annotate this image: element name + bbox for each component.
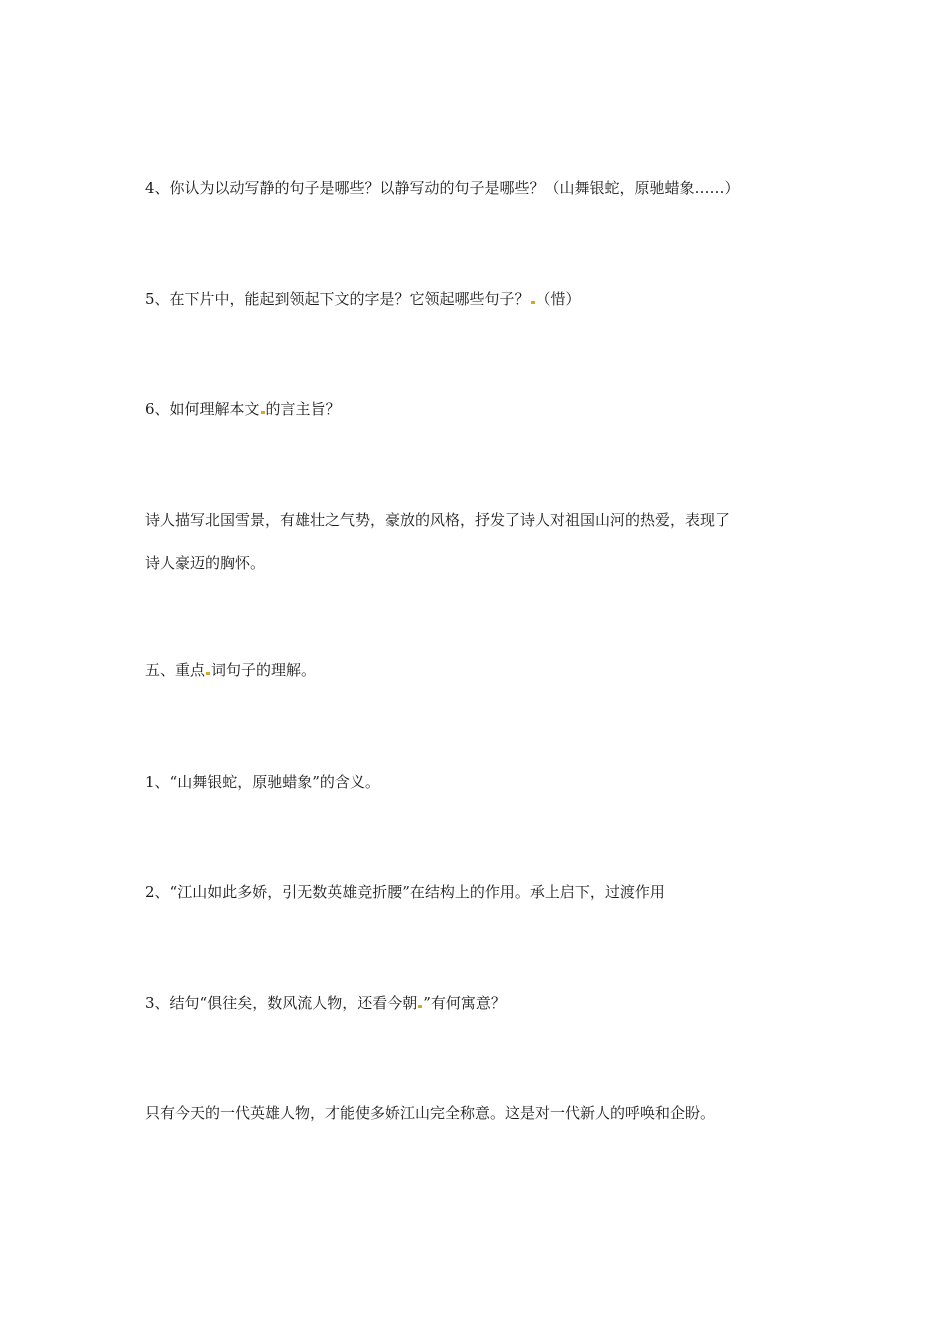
question-4-text: 4、你认为以动写静的句子是哪些？以静写动的句子是哪些？（山舞银蛇，原驰蜡象……） <box>145 179 740 197</box>
answer-6-line-2 <box>145 553 265 573</box>
mark-dot <box>418 1005 422 1008</box>
mark-dot <box>531 301 535 304</box>
answer-3 <box>145 1103 715 1123</box>
sub-question-2-text: 2、“江山如此多娇，引无数英雄竞折腰”在结构上的作用。承上启下，过渡作用 <box>145 883 665 901</box>
sub-question-1 <box>145 772 380 792</box>
question-5-text: 5、在下片中，能起到领起下文的字是？它领起哪些句子？ <box>145 290 530 308</box>
question-6 <box>145 399 341 419</box>
section-5-heading <box>145 660 316 680</box>
question-4 <box>145 178 740 198</box>
section-5-text-b: 词句子的理解。 <box>211 661 317 679</box>
question-5-answer: （惜） <box>535 290 581 308</box>
sub-question-3-text-b: ”有何寓意？ <box>423 994 506 1012</box>
question-6-text-a: 6、如何理解本文 <box>145 400 260 418</box>
question-5 <box>145 289 581 309</box>
mark-dot <box>261 411 265 414</box>
sub-question-3-text-a: 3、结句“俱往矣，数风流人物，还看今朝 <box>145 994 418 1012</box>
question-6-text-b: 的言主旨？ <box>265 400 341 418</box>
sub-question-1-text: 1、“山舞银蛇，原驰蜡象”的含义。 <box>145 773 380 791</box>
section-5-text-a: 五、重点 <box>145 661 206 679</box>
sub-question-3 <box>145 993 506 1013</box>
answer-3-text: 只有今天的一代英雄人物，才能使多娇江山完全称意。这是对一代新人的呼唤和企盼。 <box>145 1104 716 1122</box>
answer-6-text-1: 诗人描写北国雪景，有雄壮之气势，豪放的风格，抒发了诗人对祖国山河的热爱，表现了 <box>145 511 731 529</box>
answer-6-text-2: 诗人豪迈的胸怀。 <box>145 554 266 572</box>
sub-question-2 <box>145 882 665 902</box>
answer-6-line-1 <box>145 510 730 530</box>
mark-dot <box>206 672 210 675</box>
